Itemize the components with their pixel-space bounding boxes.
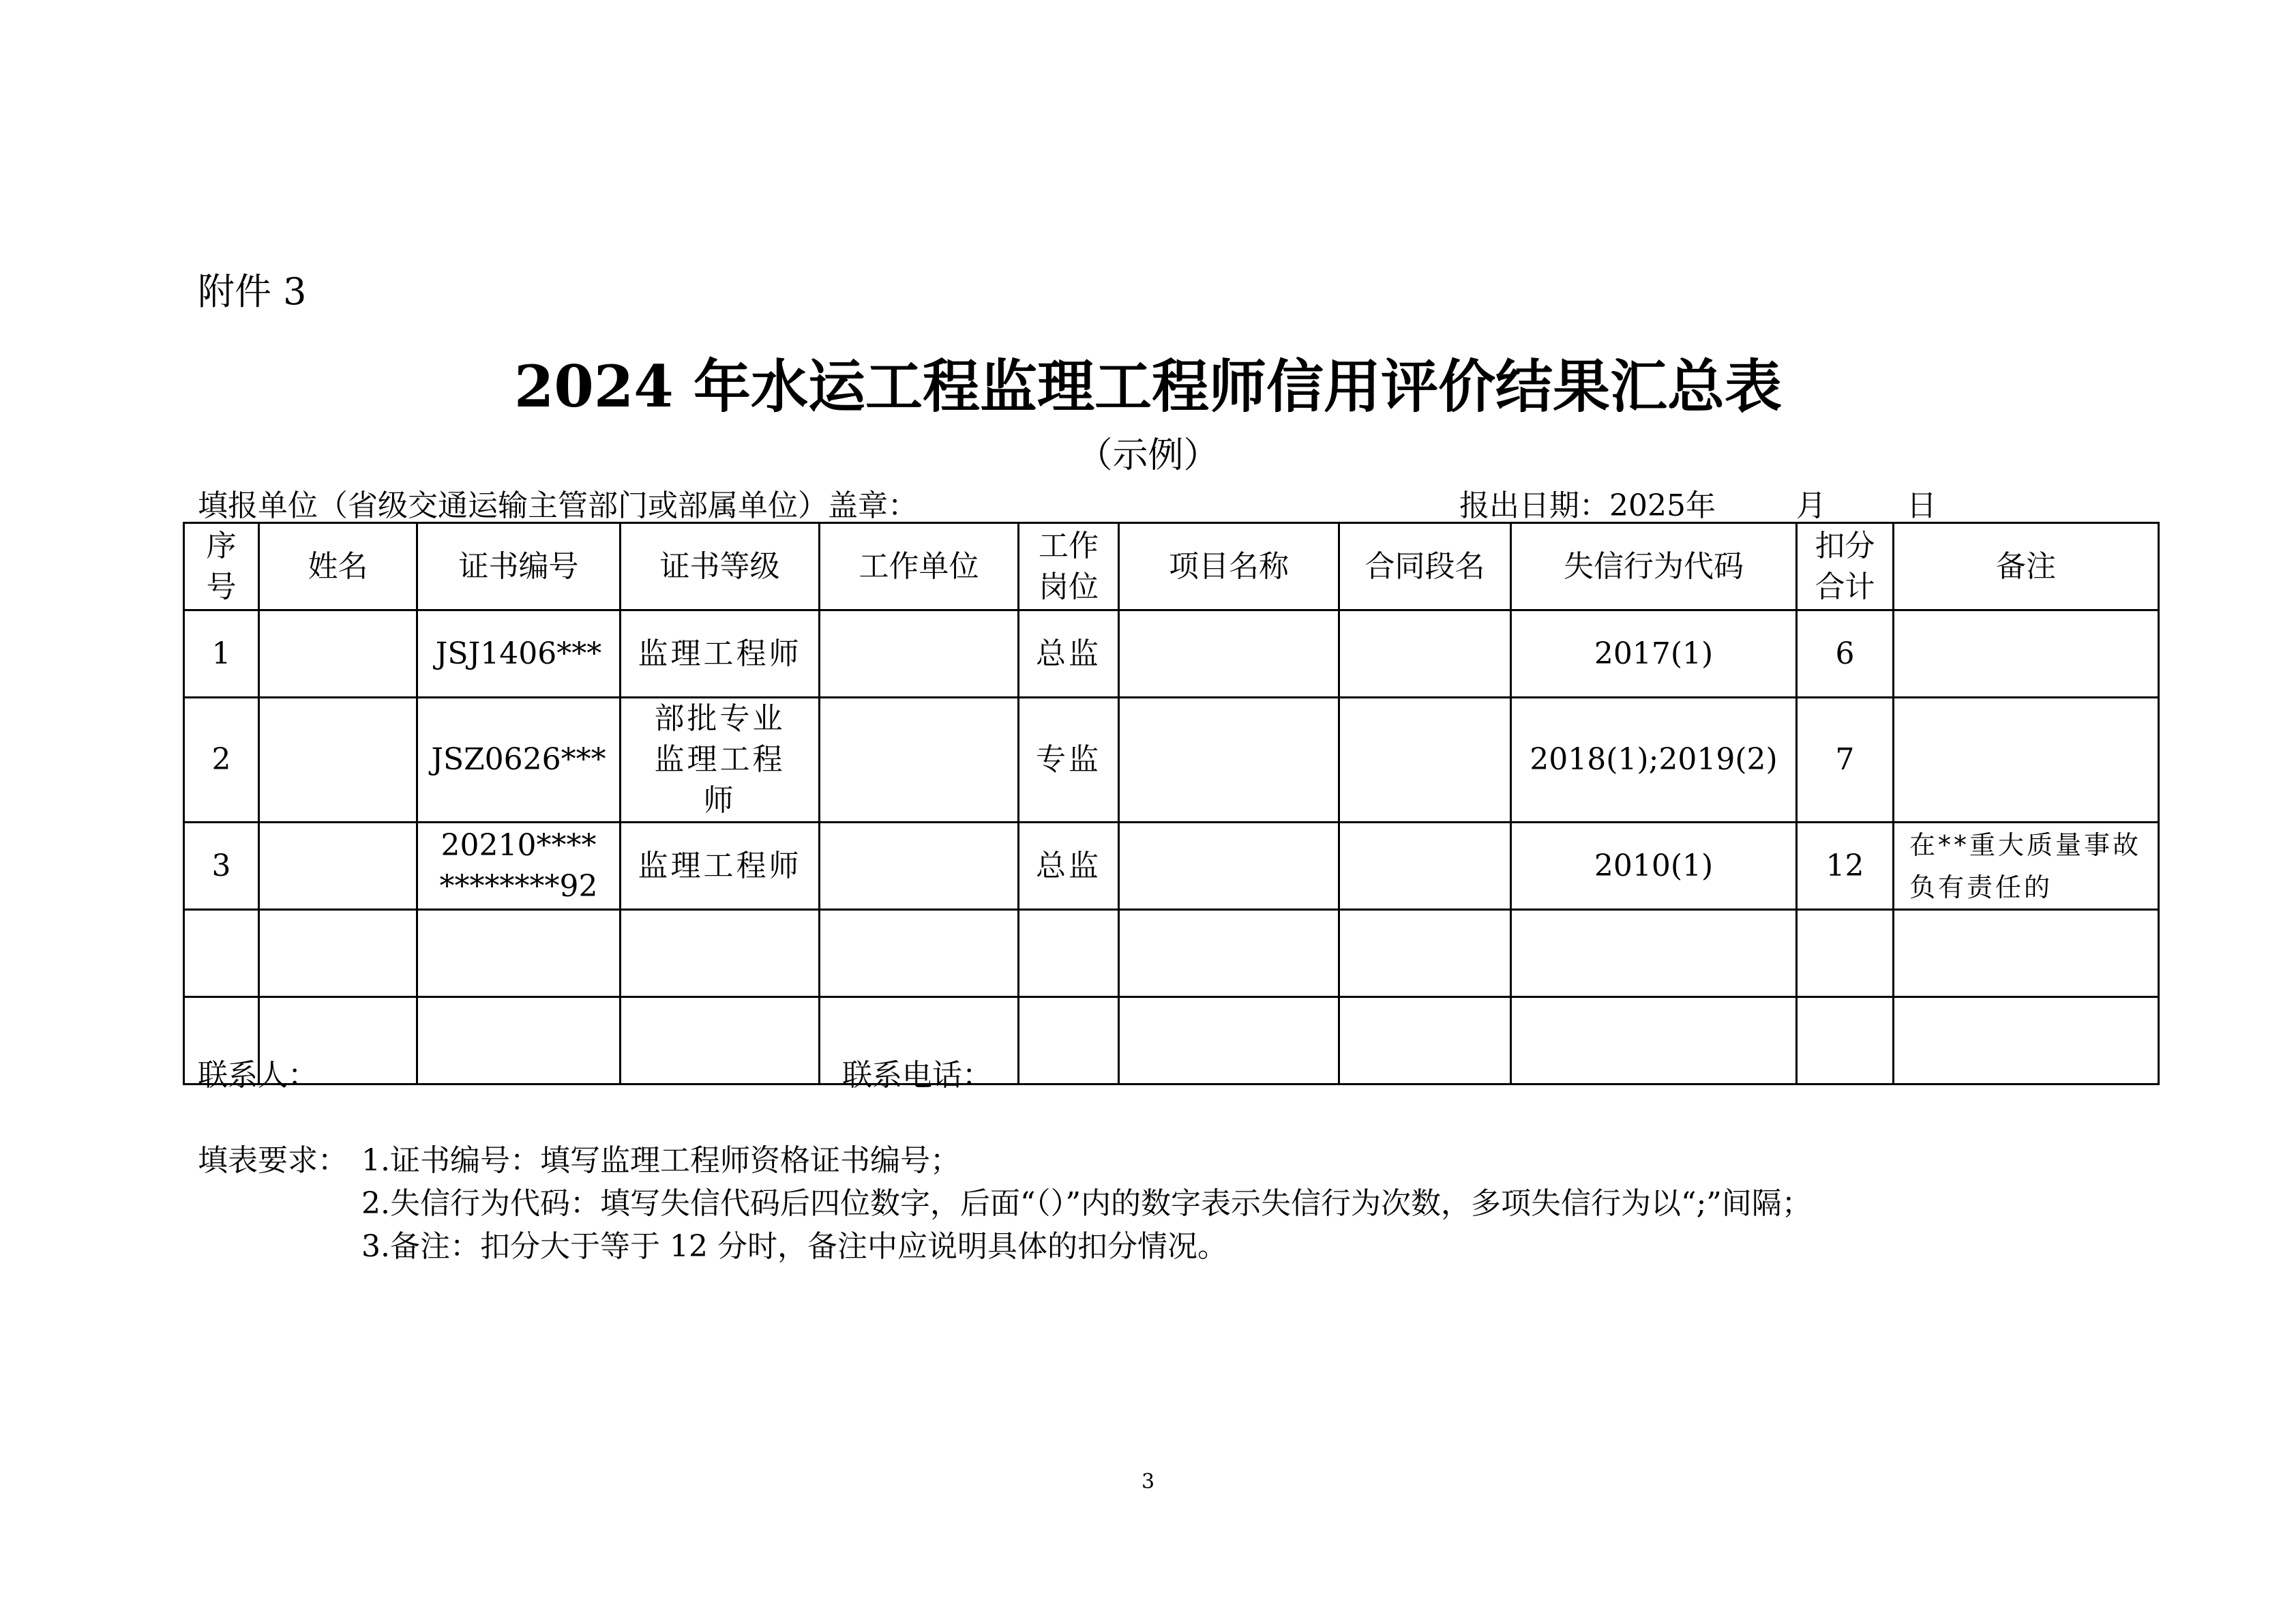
- table-row: [184, 698, 2159, 823]
- table-row: [184, 997, 2159, 1084]
- report-date-label: 报出日期：2025年: [1459, 488, 1716, 523]
- cell-code: [1511, 910, 1797, 997]
- report-date-day: 日: [1906, 488, 1937, 523]
- header-work-unit: 工作单位: [820, 523, 1019, 610]
- cell-cert-level: 监理工程师: [621, 823, 820, 910]
- table-row: [184, 823, 2159, 910]
- cell-name: [259, 698, 417, 823]
- cell-name: [259, 610, 417, 698]
- header-cert-no: 证书编号: [417, 523, 621, 610]
- header-code: 失信行为代码: [1511, 523, 1797, 610]
- cell-position: [1019, 910, 1119, 997]
- cell-work-unit: [820, 910, 1019, 997]
- cell-cert-level: [621, 997, 820, 1084]
- cell-position: 专监: [1019, 698, 1119, 823]
- cell-deduction: [1797, 997, 1894, 1084]
- cell-name: [259, 823, 417, 910]
- requirement-item: 1.证书编号：填写监理工程师资格证书编号；: [361, 1143, 960, 1178]
- cell-project-name: [1119, 610, 1339, 698]
- contact-phone-label: 联系电话：: [842, 1058, 992, 1093]
- header-contract-section: 合同段名: [1339, 523, 1511, 610]
- cell-note: 在**重大质量事故负有责任的: [1894, 823, 2159, 910]
- summary-table: [183, 522, 2160, 1085]
- table-row: [184, 610, 2159, 698]
- cell-contract-section: [1339, 910, 1511, 997]
- header-cert-level: 证书等级: [621, 523, 820, 610]
- cell-code: 2017(1): [1511, 610, 1797, 698]
- page-number: 3: [1141, 1470, 1155, 1494]
- header-seq: 序号: [184, 523, 259, 610]
- header-row: [184, 523, 2159, 610]
- cell-seq: 2: [184, 698, 259, 823]
- cell-cert-no: [417, 997, 621, 1084]
- document-subtitle: （示例）: [1077, 435, 1219, 476]
- cell-contract-section: [1339, 610, 1511, 698]
- cell-deduction: 7: [1797, 698, 1894, 823]
- table-row: [184, 910, 2159, 997]
- cell-position: 总监: [1019, 610, 1119, 698]
- header-note: 备注: [1894, 523, 2159, 610]
- cell-work-unit: [820, 698, 1019, 823]
- attachment-label: 附件 3: [198, 270, 307, 313]
- requirements-lead: 填表要求：: [198, 1143, 348, 1178]
- cell-work-unit: [820, 610, 1019, 698]
- cell-cert-level: 部批专业监理工程师: [621, 698, 820, 823]
- cell-note: [1894, 610, 2159, 698]
- fill-unit-label: 填报单位（省级交通运输主管部门或部属单位）盖章：: [198, 488, 918, 523]
- cell-note: [1894, 910, 2159, 997]
- report-date-month: 月: [1795, 488, 1826, 523]
- cell-position: [1019, 997, 1119, 1084]
- contact-person-label: 联系人：: [198, 1058, 318, 1093]
- header-position: 工作岗位: [1019, 523, 1119, 610]
- cell-note: [1894, 698, 2159, 823]
- cell-deduction: [1797, 910, 1894, 997]
- report-date: [1459, 481, 1937, 525]
- cell-code: [1511, 997, 1797, 1084]
- cell-code: 2010(1): [1511, 823, 1797, 910]
- cell-seq: 3: [184, 823, 259, 910]
- header-project-name: 项目名称: [1119, 523, 1339, 610]
- cell-project-name: [1119, 823, 1339, 910]
- cell-work-unit: [820, 823, 1019, 910]
- requirement-item: 3.备注：扣分大于等于 12 分时，备注中应说明具体的扣分情况。: [361, 1229, 1227, 1264]
- cell-cert-no: [417, 910, 621, 997]
- cell-note: [1894, 997, 2159, 1084]
- cell-cert-level: [621, 910, 820, 997]
- cell-contract-section: [1339, 997, 1511, 1084]
- cell-code: 2018(1);2019(2): [1511, 698, 1797, 823]
- cell-deduction: 12: [1797, 823, 1894, 910]
- header-deduction: 扣分合计: [1797, 523, 1894, 610]
- cell-name: [259, 910, 417, 997]
- header-name: 姓名: [259, 523, 417, 610]
- cell-project-name: [1119, 910, 1339, 997]
- cell-contract-section: [1339, 823, 1511, 910]
- cell-seq: [184, 910, 259, 997]
- cell-project-name: [1119, 698, 1339, 823]
- cell-seq: 1: [184, 610, 259, 698]
- cell-contract-section: [1339, 698, 1511, 823]
- cell-cert-level: 监理工程师: [621, 610, 820, 698]
- cell-cert-no: JSJ1406***: [417, 610, 621, 698]
- requirement-item: 2.失信行为代码：填写失信代码后四位数字，后面“（）”内的数字表示失信行为次数，多项失信行为以“;”间隔；: [361, 1186, 1812, 1221]
- cell-cert-no: JSZ0626***: [417, 698, 621, 823]
- cell-cert-no: 20210************92: [417, 823, 621, 910]
- cell-deduction: 6: [1797, 610, 1894, 698]
- document-title: 2024 年水运工程监理工程师信用评价结果汇总表: [513, 353, 1783, 420]
- cell-project-name: [1119, 997, 1339, 1084]
- cell-position: 总监: [1019, 823, 1119, 910]
